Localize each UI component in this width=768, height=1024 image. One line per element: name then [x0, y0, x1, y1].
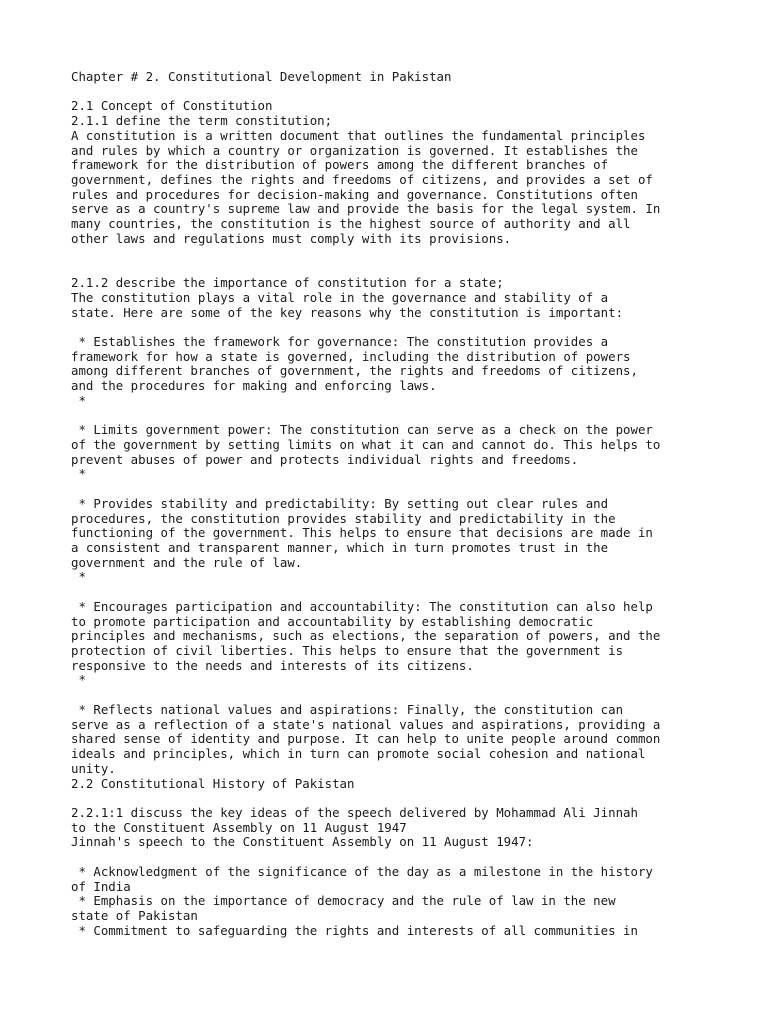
text-line: *	[71, 569, 86, 585]
document-text	[71, 70, 751, 938]
text-line: many countries, the constitution is the highest source of authority and all	[71, 216, 631, 232]
text-line: The constitution plays a vital role in the governance and stability of a	[71, 289, 609, 305]
text-line: A constitution is a written document that outlines the fundamental principles	[71, 127, 646, 143]
text-line: framework for how a state is governed, including the distribution of powers	[71, 348, 631, 364]
text-line	[71, 850, 751, 865]
text-line: 2.1 Concept of Constitution	[71, 98, 273, 114]
text-line: of India	[71, 878, 131, 894]
text-line: * Provides stability and predictability: By setting out clear rules and	[71, 495, 609, 511]
text-line: *	[71, 466, 86, 482]
text-line: serve as a reflection of a state's national values and aspirations, providing a	[71, 716, 661, 732]
text-line	[71, 320, 751, 335]
text-line: ideals and principles, which in turn can promote social cohesion and national	[71, 746, 646, 762]
text-line: shared sense of identity and purpose. It can help to unite people around common	[71, 731, 661, 747]
text-line: 2.1.1 define the term constitution;	[71, 113, 333, 129]
text-line: Chapter # 2. Constitutional Development in Pakistan	[71, 69, 452, 84]
text-line: protection of civil liberties. This helps to ensure that the government is	[71, 643, 624, 659]
text-line: government, defines the rights and freedoms of citizens, and provides a set of	[71, 172, 653, 188]
text-line: * Establishes the framework for governance: The constitution provides a	[71, 333, 609, 349]
text-line: state of Pakistan	[71, 907, 198, 923]
text-line: principles and mechanisms, such as elections, the separation of powers, and the	[71, 628, 661, 644]
text-line: government and the rule of law.	[71, 554, 303, 570]
text-line	[71, 409, 751, 424]
text-line: of the government by setting limits on what it can and cannot do. This helps to	[71, 436, 661, 452]
text-line	[71, 791, 751, 806]
text-line: functioning of the government. This helps to ensure that decisions are made in	[71, 525, 653, 541]
text-line	[71, 688, 751, 703]
text-line	[71, 247, 751, 262]
text-line: responsive to the needs and interests of its citizens.	[71, 657, 474, 673]
text-line: framework for the distribution of powers among the different branches of	[71, 157, 609, 173]
text-line: procedures, the constitution provides stability and predictability in the	[71, 510, 616, 526]
text-line: other laws and regulations must comply with its provisions.	[71, 230, 512, 246]
text-line: unity.	[71, 760, 116, 776]
text-line: among different branches of government, the rights and freedoms of citizens,	[71, 363, 638, 379]
text-line: *	[71, 672, 86, 688]
text-line: * Commitment to safeguarding the rights and interests of all communities in	[71, 922, 638, 938]
text-line: rules and procedures for decision-making and governance. Constitutions often	[71, 186, 638, 202]
text-line: and rules by which a country or organization is governed. It establishes the	[71, 142, 638, 158]
text-line	[71, 85, 751, 100]
text-line: a consistent and transparent manner, which in turn promotes trust in the	[71, 540, 609, 555]
text-line	[71, 261, 751, 276]
text-line: state. Here are some of the key reasons why the constitution is important:	[71, 304, 624, 320]
text-line: to promote participation and accountability by establishing democratic	[71, 613, 594, 629]
text-line: 2.2.1:1 discuss the key ideas of the speech delivered by Mohammad Ali Jinnah	[71, 804, 638, 820]
text-line: serve as a country's supreme law and provide the basis for the legal system. In	[71, 201, 661, 217]
text-line: to the Constituent Assembly on 11 August 1947	[71, 819, 407, 835]
text-line: 2.1.2 describe the importance of constitution for a state;	[71, 275, 504, 291]
text-line: *	[71, 392, 86, 408]
text-line: * Acknowledgment of the significance of the day as a milestone in the history	[71, 863, 653, 879]
text-line: and the procedures for making and enforcing laws.	[71, 378, 437, 394]
text-line: * Reflects national values and aspirations: Finally, the constitution can	[71, 701, 624, 717]
text-line: prevent abuses of power and protects individual rights and freedoms.	[71, 451, 579, 467]
text-line: * Emphasis on the importance of democracy and the rule of law in the new	[71, 893, 616, 909]
text-line	[71, 482, 751, 497]
text-line: 2.2 Constitutional History of Pakistan	[71, 775, 355, 791]
text-line: Jinnah's speech to the Constituent Assembly on 11 August 1947:	[71, 834, 534, 850]
text-line: * Encourages participation and accountability: The constitution can also help	[71, 598, 653, 614]
text-line	[71, 585, 751, 600]
text-line: * Limits government power: The constitution can serve as a check on the power	[71, 422, 653, 438]
